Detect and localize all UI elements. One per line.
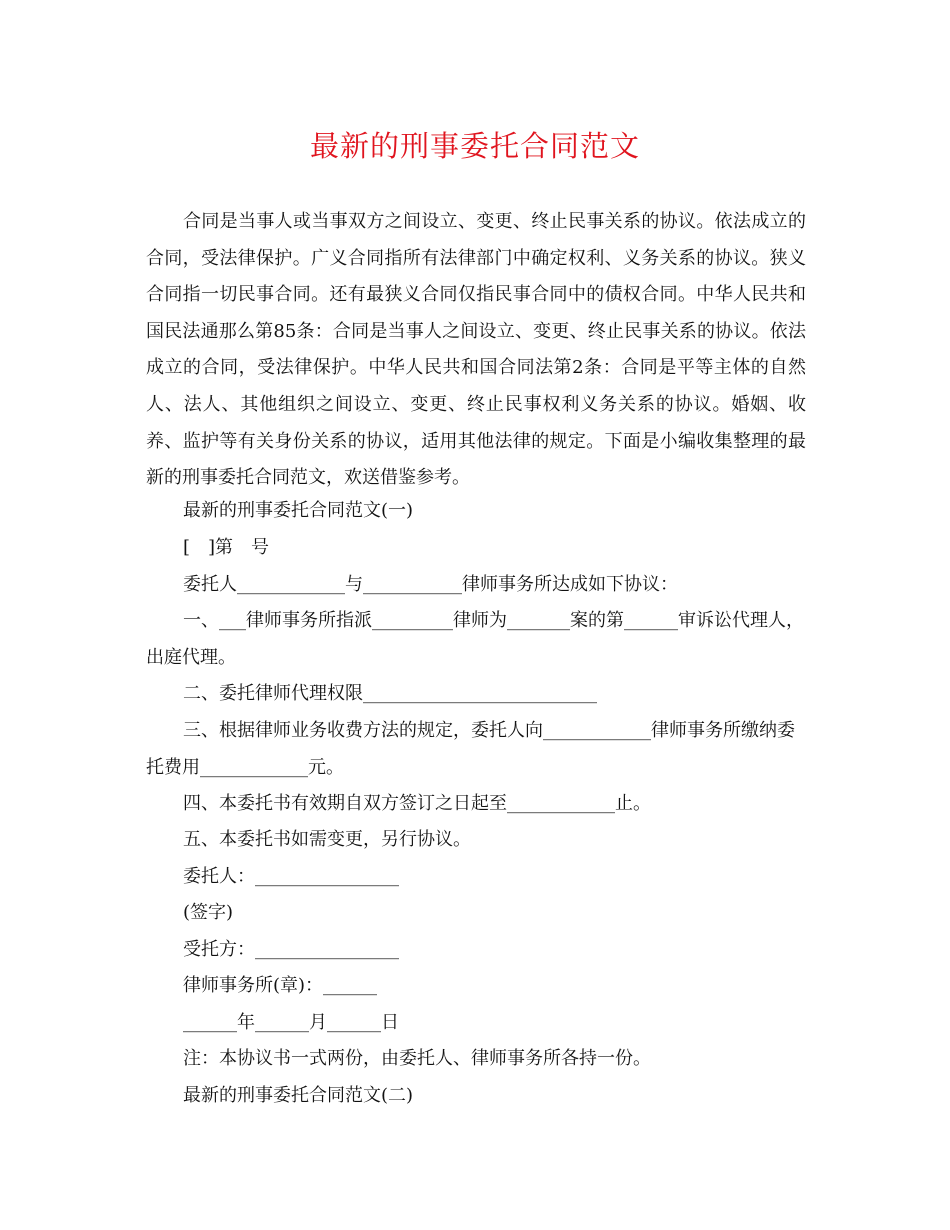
signature-note: (签字): [183, 902, 234, 923]
firm-seal-line: 律师事务所(章)：______: [183, 975, 378, 996]
intro-paragraph: 合同是当事人或当事双方之间设立、变更、终止民事关系的协议。依法成立的合同，受法律保护。广义合同指所有法律部门中确定权利、义务关系的协议。狭义合同指一切民事合同。还有最狭义合同仅指民事合同中的债权合同。中华人民共和国民法通那么第85条：合同是当事人之间设立、变更、终止民事关系的协议。依法成立的合同，受法律保护。中华人民共和国合同法第2条：合同是平等主体的自然人、法人、其他组织之间设立、变更、终止民事权利义务关系的协议。婚姻、收养、监护等有关身份关系的协议，适用其他法律的规定。下面是小编收集整理的最新的刑事委托合同范文，欢送借鉴参考。: [146, 211, 806, 489]
clause-4: 四、本委托书有效期自双方签订之日起至____________止。: [183, 793, 651, 814]
copies-note: 注：本协议书一式两份，由委托人、律师事务所各持一份。: [183, 1048, 651, 1069]
principal-signature-line: 委托人：________________: [183, 866, 399, 887]
document-title: 最新的刑事委托合同范文: [309, 129, 640, 163]
date-line: ______年______月______日: [183, 1012, 399, 1033]
clause-3: 三、根据律师业务收费方法的规定，委托人向____________律师事务所缴纳委托费用____________元。: [146, 720, 795, 778]
section1-heading: 最新的刑事委托合同范文(一): [183, 500, 414, 521]
agent-signature-line: 受托方：________________: [183, 939, 399, 960]
agreement-line: 委托人____________与___________律师事务所达成如下协议：: [183, 574, 678, 595]
clause-2: 二、委托律师代理权限__________________________: [183, 683, 597, 704]
section2-heading: 最新的刑事委托合同范文(二): [183, 1085, 414, 1106]
clause-5: 五、本委托书如需变更，另行协议。: [183, 829, 471, 850]
clause-1: 一、___律师事务所指派_________律师为_______案的第______审诉讼代理人，出庭代理。: [146, 610, 804, 668]
document-number: [ ]第 号: [183, 537, 270, 558]
